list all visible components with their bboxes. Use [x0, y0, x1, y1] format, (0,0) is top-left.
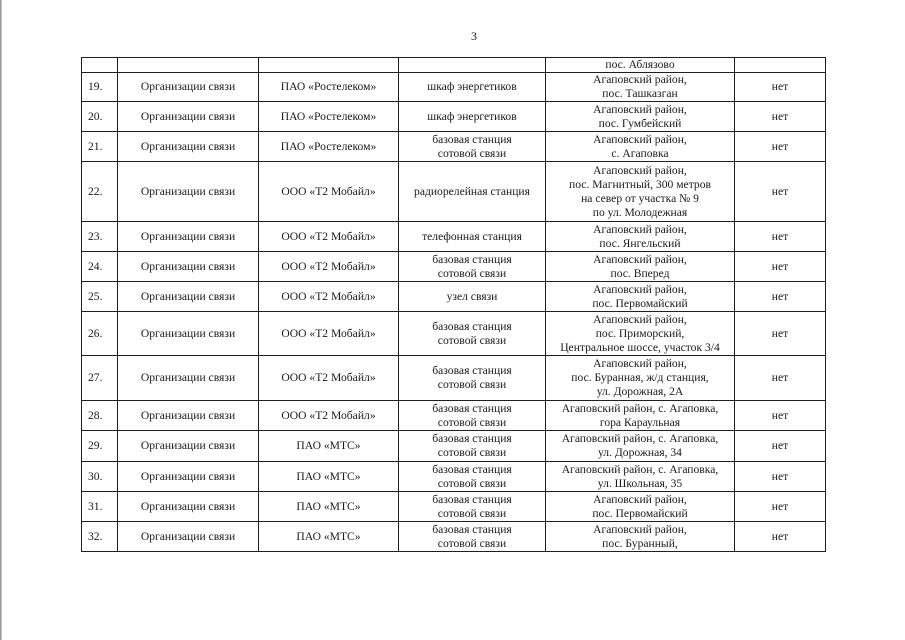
cell-object [399, 73, 546, 102]
cell-organization: ПАО «МТС» [259, 522, 399, 552]
address-line: пос. Янгельский [599, 236, 681, 250]
cell-address [546, 282, 735, 312]
object-line: базовая станция [432, 432, 512, 445]
object-line: сотовой связи [437, 536, 507, 550]
address-line: Агаповский район, [593, 222, 687, 236]
communications-objects-table [81, 57, 826, 552]
cell-organization: ООО «Т2 Мобайл» [259, 222, 399, 252]
cell-num: 31. [82, 492, 118, 522]
address-line: Агаповский район, [593, 522, 687, 536]
cell-category: Организации связи [118, 401, 259, 431]
object-line: радиорелейная станция [414, 184, 530, 198]
address-line: Агаповский район, [593, 163, 687, 177]
cell-num: 25. [82, 282, 118, 312]
cell-object [399, 282, 546, 312]
cell-category: Организации связи [118, 522, 259, 552]
object-line: сотовой связи [437, 333, 507, 347]
address-line: пос. Первомайский [592, 296, 688, 310]
table-row [82, 132, 826, 162]
cell-category: Организации связи [118, 162, 259, 222]
table-row-continuation [82, 58, 826, 73]
address-line: пос. Гумбейский [598, 116, 682, 130]
table-row [82, 162, 826, 222]
address-line: Агаповский район, [593, 312, 687, 326]
cell-status: нет [735, 102, 826, 132]
address-line: Агаповский район, [593, 252, 687, 266]
cell-object [399, 431, 546, 462]
table-row [82, 73, 826, 102]
address-line: по ул. Молодежная [592, 205, 688, 219]
cell-category: Организации связи [118, 356, 259, 401]
address-line: Агаповский район, с. Агаповка, [561, 462, 719, 476]
table-row [82, 312, 826, 356]
table-body [82, 58, 826, 552]
address-line: ул. Школьная, 35 [597, 476, 683, 490]
cell-status: нет [735, 401, 826, 431]
cell-object [399, 162, 546, 222]
cell-organization: ПАО «Ростелеком» [259, 102, 399, 132]
object-line: базовая станция [432, 492, 512, 506]
cell-num: 21. [82, 132, 118, 162]
address-line: пос. Приморский, [595, 326, 685, 340]
table-row [82, 222, 826, 252]
cell-organization: ПАО «Ростелеком» [259, 132, 399, 162]
object-line: сотовой связи [437, 266, 507, 280]
object-line: базовая станция [432, 522, 512, 536]
address-line: пос. Буранный, [602, 536, 678, 550]
cell-object [399, 58, 546, 73]
cell-address [546, 58, 735, 73]
address-line: Агаповский район, с. Агаповка, [561, 432, 719, 445]
cell-num: 22. [82, 162, 118, 222]
cell-status: нет [735, 132, 826, 162]
cell-object [399, 462, 546, 492]
address-line: Агаповский район, [593, 132, 687, 146]
cell-category: Организации связи [118, 102, 259, 132]
table-row [82, 522, 826, 552]
address-line: Центральное шоссе, участок 3/4 [560, 340, 720, 354]
cell-num: 28. [82, 401, 118, 431]
cell-num: 30. [82, 462, 118, 492]
address-line: Агаповский район, [593, 102, 687, 116]
cell-address [546, 522, 735, 552]
table-row [82, 401, 826, 431]
cell-object [399, 312, 546, 356]
cell-object [399, 401, 546, 431]
cell-object [399, 252, 546, 282]
object-line: сотовой связи [437, 415, 507, 429]
cell-address [546, 73, 735, 102]
page-number: 3 [471, 29, 477, 43]
cell-organization: ПАО «МТС» [259, 492, 399, 522]
address-line: ул. Дорожная, 2А [596, 385, 684, 398]
cell-organization: ПАО «Ростелеком» [259, 73, 399, 102]
cell-num: 29. [82, 431, 118, 462]
table-row [82, 462, 826, 492]
address-line: Агаповский район, [593, 357, 687, 370]
cell-status: нет [735, 492, 826, 522]
cell-organization: ООО «Т2 Мобайл» [259, 401, 399, 431]
cell-object [399, 522, 546, 552]
cell-num: 20. [82, 102, 118, 132]
address-line: пос. Магнитный, 300 метров [569, 177, 711, 191]
cell-organization: ООО «Т2 Мобайл» [259, 252, 399, 282]
cell-num: 32. [82, 522, 118, 552]
cell-status: нет [735, 356, 826, 401]
cell-address [546, 462, 735, 492]
address-line: гора Караульная [599, 415, 681, 429]
cell-organization: ООО «Т2 Мобайл» [259, 312, 399, 356]
cell-status: нет [735, 222, 826, 252]
cell-status: нет [735, 312, 826, 356]
address-line: Агаповский район, [593, 492, 687, 506]
address-line: ул. Дорожная, 34 [598, 446, 682, 459]
cell-address [546, 162, 735, 222]
cell-address [546, 222, 735, 252]
object-line: сотовой связи [437, 378, 507, 391]
table-row [82, 282, 826, 312]
object-line: сотовой связи [437, 476, 507, 490]
cell-address [546, 401, 735, 431]
cell-address [546, 132, 735, 162]
cell-category: Организации связи [118, 431, 259, 462]
cell-num: 24. [82, 252, 118, 282]
object-line: телефонная станция [422, 229, 522, 243]
cell-address [546, 492, 735, 522]
address-line: Агаповский район, с. Агаповка, [561, 401, 719, 415]
address-line: пос. Вперед [610, 266, 670, 280]
cell-status: нет [735, 162, 826, 222]
object-line: базовая станция [432, 252, 512, 266]
cell-object [399, 132, 546, 162]
table-row [82, 102, 826, 132]
cell-category: Организации связи [118, 132, 259, 162]
cell-address [546, 102, 735, 132]
table-row [82, 252, 826, 282]
object-line: шкаф энергетиков [427, 109, 517, 123]
address-line: пос. Ташказган [602, 87, 678, 100]
object-line: сотовой связи [437, 146, 507, 160]
cell-organization: ООО «Т2 Мобайл» [259, 282, 399, 312]
cell-category: Организации связи [118, 312, 259, 356]
address-line: на север от участка № 9 [581, 191, 699, 205]
cell-status [735, 58, 826, 73]
cell-object [399, 222, 546, 252]
cell-category: Организации связи [118, 462, 259, 492]
cell-address [546, 431, 735, 462]
object-line: узел связи [446, 289, 498, 303]
address-line: Агаповский район, [593, 73, 687, 86]
cell-address [546, 356, 735, 401]
cell-status: нет [735, 522, 826, 552]
cell-num: 26. [82, 312, 118, 356]
cell-object [399, 492, 546, 522]
cell-num: 19. [82, 73, 118, 102]
address-line: пос. Буранная, ж/д станция, [571, 371, 709, 384]
object-line: сотовой связи [437, 446, 507, 459]
cell-organization: ООО «Т2 Мобайл» [259, 162, 399, 222]
cell-status: нет [735, 462, 826, 492]
table-row [82, 356, 826, 401]
cell-organization: ПАО «МТС» [259, 462, 399, 492]
cell-status: нет [735, 282, 826, 312]
cell-object [399, 102, 546, 132]
object-line: базовая станция [432, 132, 512, 146]
cell-status: нет [735, 431, 826, 462]
cell-organization: ПАО «МТС» [259, 431, 399, 462]
object-line: сотовой связи [437, 506, 507, 520]
cell-organization: ООО «Т2 Мобайл» [259, 356, 399, 401]
cell-category: Организации связи [118, 222, 259, 252]
object-line: базовая станция [432, 319, 512, 333]
cell-address [546, 252, 735, 282]
page-edge-shadow [0, 0, 2, 640]
object-line: базовая станция [432, 364, 512, 377]
address-line: с. Агаповка [611, 146, 669, 160]
cell-category: Организации связи [118, 73, 259, 102]
cell-category: Организации связи [118, 492, 259, 522]
address-line: пос. Аблязово [605, 58, 675, 71]
cell-object [399, 356, 546, 401]
cell-address [546, 312, 735, 356]
table-row [82, 431, 826, 462]
address-line: Агаповский район, [593, 282, 687, 296]
object-line: шкаф энергетиков [427, 80, 517, 93]
table-row [82, 492, 826, 522]
cell-status: нет [735, 73, 826, 102]
cell-num [82, 58, 118, 73]
cell-category: Организации связи [118, 252, 259, 282]
cell-organization [259, 58, 399, 73]
object-line: базовая станция [432, 401, 512, 415]
address-line: пос. Первомайский [592, 506, 688, 520]
cell-category: Организации связи [118, 282, 259, 312]
cell-category [118, 58, 259, 73]
cell-status: нет [735, 252, 826, 282]
object-line: базовая станция [432, 462, 512, 476]
cell-num: 27. [82, 356, 118, 401]
cell-num: 23. [82, 222, 118, 252]
